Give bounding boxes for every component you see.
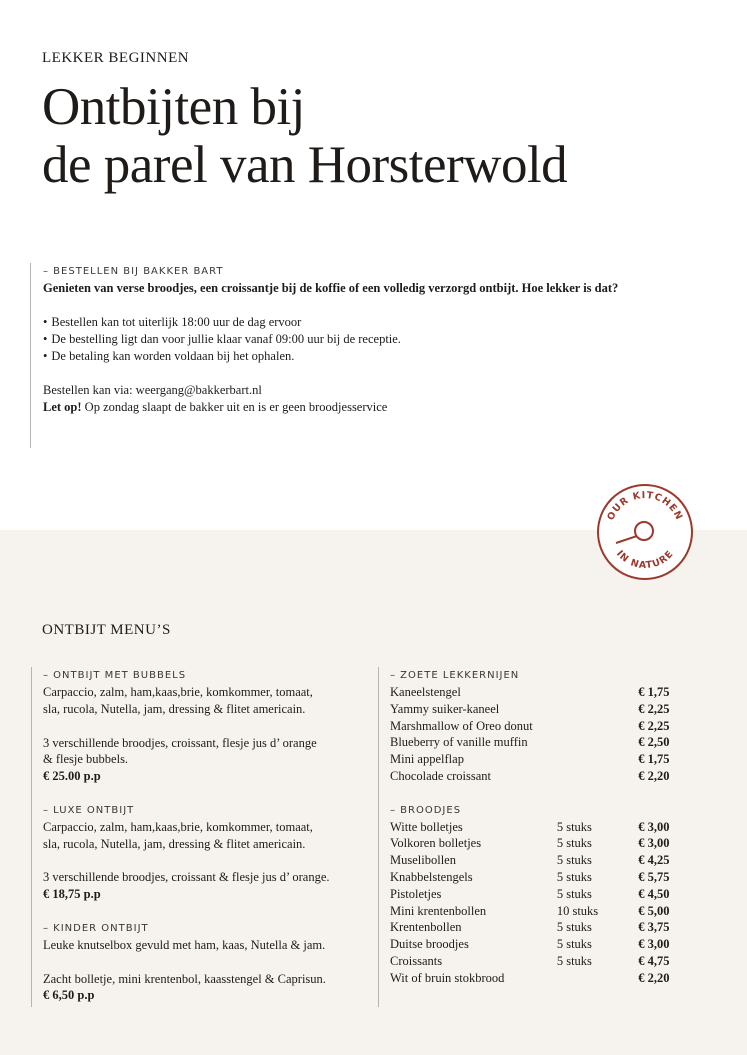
list-item: Yammy suiker-kaneel € 2,25 [390, 701, 670, 716]
list-item: Knabbelstengels 5 stuks € 5,75 [390, 869, 670, 884]
list-item: Wit of bruin stokbrood € 2,20 [390, 970, 670, 985]
list-item: Chocolade croissant € 2,20 [390, 768, 670, 783]
sweets-kicker: – ZOETE LEKKERNIJEN [390, 670, 520, 681]
menu-column-left [31, 667, 361, 1007]
package-line: Carpaccio, zalm, ham,kaas,brie, komkommer, tomaat, [43, 819, 313, 834]
package-kicker: – KINDER ONTBIJT [43, 922, 149, 934]
breads-kicker: – BROODJES [390, 804, 462, 816]
badge-bottom-text: IN NATURE [613, 548, 677, 572]
package-line: sla, rucola, Nutella, jam, dressing & flitet americain. [43, 836, 306, 851]
package-line: & flesje bubbels. [43, 752, 129, 767]
list-item: Muselibollen 5 stuks € 4,25 [390, 853, 670, 868]
list-item: Krentenbollen 5 stuks € 3,75 [390, 920, 670, 935]
menu-column-right [378, 667, 678, 1007]
package-line: Leuke knutselbox gevuld met ham, kaas, Nutella & jam. [43, 937, 326, 952]
order-via: Bestellen kan via: weergang@bakkerbart.nl [43, 383, 262, 397]
list-item: Volkoren bolletjes 5 stuks € 3,00 [390, 836, 670, 851]
bullet-item: • Bestellen kan tot uiterlijk 18:00 uur de dag ervoor [43, 314, 670, 331]
page-title [42, 78, 567, 194]
sunday-note: Let op! Op zondag slaapt de bakker uit en is er geen broodjesservice [43, 400, 388, 414]
title-line-1: Ontbijten bij [42, 78, 305, 136]
package-price: € 25.00 p.p [43, 769, 101, 784]
list-item: Blueberry of vanille muffin € 2,50 [390, 735, 670, 750]
order-info [30, 263, 670, 448]
package-kicker: – ONTBIJT MET BUBBELS [43, 670, 187, 681]
menu-title: ONTBIJT MENU’S [42, 622, 171, 638]
list-item: Witte bolletjes 5 stuks € 3,00 [390, 819, 670, 834]
bullet-item: • De bestelling ligt dan voor jullie klaar vanaf 09:00 uur bij de receptie. [43, 331, 670, 348]
title-line-2: de parel van Horsterwold [42, 136, 568, 194]
badge-top-text: OUR KITCHEN [605, 489, 685, 523]
eyebrow: LEKKER BEGINNEN [42, 50, 190, 66]
menu-package [43, 667, 361, 785]
list-item: Duitse broodjes 5 stuks € 3,00 [390, 937, 670, 952]
breads-list [390, 802, 678, 987]
package-line: Carpaccio, zalm, ham,kaas,brie, komkommer, tomaat, [43, 685, 313, 699]
list-item: Marshmallow of Oreo donut € 2,25 [390, 718, 670, 733]
package-price: € 6,50 p.p [43, 988, 95, 1003]
list-item: Croissants 5 stuks € 4,75 [390, 953, 670, 968]
menu-package [43, 802, 361, 903]
package-line: sla, rucola, Nutella, jam, dressing & flitet americain. [43, 701, 306, 716]
package-line: 3 verschillende broodjes, croissant & flesje jus d’ orange. [43, 870, 330, 885]
package-price: € 18,75 p.p [43, 887, 101, 902]
bullet-item: • De betaling kan worden voldaan bij het ophalen. [43, 348, 670, 365]
list-item: Kaneelstengel € 1,75 [390, 685, 670, 699]
list-item: Mini appelflap € 1,75 [390, 752, 670, 767]
sweets-list [390, 667, 678, 785]
list-item: Mini krentenbollen 10 stuks € 5,00 [390, 903, 670, 918]
our-kitchen-badge [596, 483, 694, 581]
package-kicker: – LUXE ONTBIJT [43, 804, 135, 816]
package-line: Zacht bolletje, mini krentenbol, kaasstengel & Caprisun. [43, 971, 326, 986]
package-line: 3 verschillende broodjes, croissant, flesje jus d’ orange [43, 735, 317, 750]
menu-package [43, 920, 361, 1004]
list-item: Pistoletjes 5 stuks € 4,50 [390, 886, 670, 901]
order-kicker: – BESTELLEN BIJ BAKKER BART [43, 266, 224, 277]
order-intro: Genieten van verse broodjes, een croissantje bij de koffie of een volledig verzorgd ontbijt. Hoe lekker is dat? [43, 281, 619, 295]
